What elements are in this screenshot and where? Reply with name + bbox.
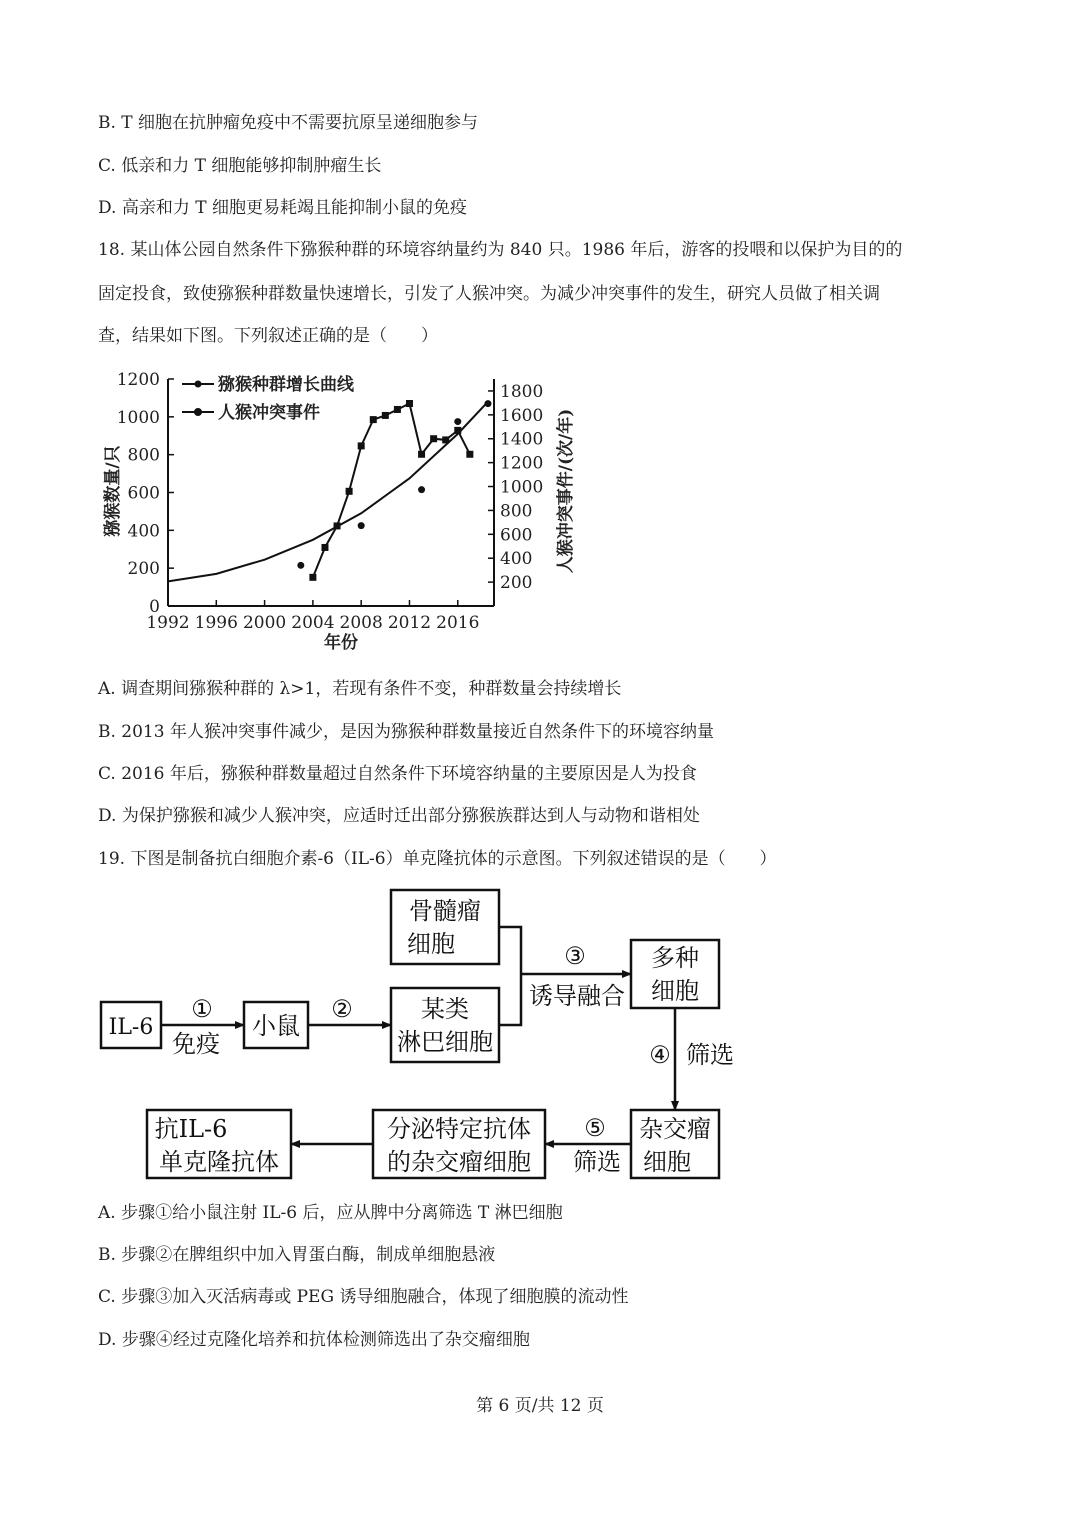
myeloma-label-1: 骨髓瘤 xyxy=(409,897,481,925)
lymph-label-1: 某类 xyxy=(421,995,469,1023)
step1-label: 免疫 xyxy=(172,1030,220,1058)
il6-label: IL-6 xyxy=(108,1015,154,1040)
chart-left-tick-label: 200 xyxy=(127,559,160,580)
conflict-data-point xyxy=(466,451,473,458)
chart-x-tick-label: 2008 xyxy=(339,613,383,633)
chart-right-tick-label: 1000 xyxy=(500,477,544,498)
hybridoma-label-1: 杂交瘤 xyxy=(639,1115,711,1143)
legend-marker-conflict xyxy=(194,408,202,416)
q18-option-c: C. 2016 年后，猕猴种群数量超过自然条件下环境容纳量的主要原因是人为投食 xyxy=(98,764,697,784)
chart-y-right-label: 人猴冲突事件/(次/年) xyxy=(556,408,576,574)
chart-left-tick-label: 1200 xyxy=(116,370,160,390)
q18-option-b: B. 2013 年人猴冲突事件减少，是因为猕猴种群数量接近自然条件下的环境容纳量 xyxy=(98,722,714,742)
lymph-label-2: 淋巴细胞 xyxy=(397,1028,493,1056)
step3-number: ③ xyxy=(564,942,586,970)
q19-option-a: A. 步骤①给小鼠注射 IL-6 后，应从脾中分离筛选 T 淋巴细胞 xyxy=(98,1203,563,1223)
chart-right-tick-label: 1400 xyxy=(500,429,544,450)
legend-label-conflict: 人猴冲突事件 xyxy=(218,403,320,423)
conflict-data-point xyxy=(418,451,425,458)
step5-number: ⑤ xyxy=(584,1114,606,1142)
chart-left-tick-label: 1000 xyxy=(116,407,160,428)
q18-chart xyxy=(96,365,596,657)
chart-right-tick-label: 1200 xyxy=(500,453,544,474)
q19-option-b: B. 步骤②在脾组织中加入胃蛋白酶，制成单细胞悬液 xyxy=(98,1245,496,1265)
q18-option-a: A. 调查期间猕猴种群的 λ>1，若现有条件不变，种群数量会持续增长 xyxy=(98,679,622,699)
mouse-label: 小鼠 xyxy=(252,1012,300,1040)
chart-left-tick-label: 400 xyxy=(127,521,160,542)
chart-y-left-label: 猕猴数量/只 xyxy=(103,445,123,537)
conflict-data-point xyxy=(358,442,365,449)
chart-x-tick-label: 2012 xyxy=(387,613,432,633)
q18-stem-line-2: 固定投食，致使猕猴种群数量快速增长，引发了人猴冲突。为减少冲突事件的发生，研究人员做了相关调 xyxy=(98,284,880,304)
secreting-label-1: 分泌特定抗体 xyxy=(387,1115,531,1143)
chart-x-tick-label: 2000 xyxy=(242,613,287,633)
step5-label: 筛选 xyxy=(573,1148,621,1176)
chart-right-tick-label: 200 xyxy=(500,573,533,594)
prev-option-d: D. 高亲和力 T 细胞更易耗竭且能抑制小鼠的免疫 xyxy=(98,198,467,218)
prev-option-c: C. 低亲和力 T 细胞能够抑制肿瘤生长 xyxy=(98,156,382,176)
step4-number: ④ xyxy=(649,1041,671,1069)
q19-option-d: D. 步骤④经过克隆化培养和抗体检测筛选出了杂交瘤细胞 xyxy=(98,1330,530,1350)
chart-right-tick-label: 1800 xyxy=(500,381,544,402)
chart-right-tick-label: 600 xyxy=(500,525,533,546)
q19-option-c: C. 步骤③加入灭活病毒或 PEG 诱导细胞融合，体现了细胞膜的流动性 xyxy=(98,1287,629,1307)
legend-circle-marker xyxy=(195,381,202,388)
conflict-data-point xyxy=(442,436,449,443)
conflict-data-point xyxy=(394,406,401,413)
legend-label-population: 猕猴种群增长曲线 xyxy=(218,375,354,395)
chart-x-tick-label: 2004 xyxy=(291,613,335,633)
conflict-data-point xyxy=(454,427,461,434)
antibody-label-1: 抗IL-6 xyxy=(154,1115,228,1143)
chart-right-tick-label: 800 xyxy=(500,501,533,522)
q18-stem-line-3: 查，结果如下图。下列叙述正确的是（ ） xyxy=(98,326,438,346)
conflict-data-point xyxy=(309,574,316,581)
q18-option-d: D. 为保护猕猴和减少人猴冲突，应适时迁出部分猕猴族群达到人与动物和谐相处 xyxy=(98,806,700,826)
chart-left-tick-label: 800 xyxy=(127,445,160,466)
multi-label-2: 细胞 xyxy=(651,977,699,1005)
conflict-data-point xyxy=(406,400,413,407)
conflict-data-point xyxy=(334,522,341,529)
population-data-point xyxy=(297,562,304,569)
population-data-point xyxy=(358,522,365,529)
secreting-label-2: 的杂交瘤细胞 xyxy=(387,1148,531,1176)
chart-left-tick-label: 0 xyxy=(149,597,160,617)
conflict-data-point xyxy=(370,416,377,423)
population-data-point xyxy=(454,418,461,425)
multi-label-1: 多种 xyxy=(651,944,699,972)
chart-x-tick-label: 1996 xyxy=(194,613,238,633)
chart-x-axis-label: 年份 xyxy=(324,633,358,653)
q19-stem: 19. 下图是制备抗白细胞介素-6（IL-6）单克隆抗体的示意图。下列叙述错误的是（ ） xyxy=(98,849,777,869)
chart-right-tick-label: 400 xyxy=(500,549,533,570)
chart-legend xyxy=(182,374,355,423)
population-data-point xyxy=(484,400,491,407)
conflict-data-point xyxy=(382,412,389,419)
page-footer: 第 6 页/共 12 页 xyxy=(476,1396,604,1416)
connector-myeloma xyxy=(499,927,521,1025)
step3-label: 诱导融合 xyxy=(529,982,625,1010)
prev-option-b: B. T 细胞在抗肿瘤免疫中不需要抗原呈递细胞参与 xyxy=(98,113,479,133)
chart-right-tick-label: 1600 xyxy=(500,405,544,426)
step1-number: ① xyxy=(191,995,213,1023)
q18-stem-line-1: 18. 某山体公园自然条件下猕猴种群的环境容纳量约为 840 只。1986 年后，游客的投喂和以保护为目的的 xyxy=(98,240,903,260)
conflict-data-point xyxy=(430,435,437,442)
chart-left-tick-label: 600 xyxy=(127,483,160,504)
population-data-point xyxy=(418,486,425,493)
chart-x-tick-label: 1992 xyxy=(146,613,190,633)
chart-x-tick-label: 2016 xyxy=(436,613,480,633)
antibody-label-2: 单克隆抗体 xyxy=(159,1148,279,1176)
hybridoma-label-2: 细胞 xyxy=(643,1148,691,1176)
step4-label: 筛选 xyxy=(686,1041,734,1069)
conflict-data-point xyxy=(346,488,353,495)
population-growth-curve xyxy=(168,402,488,582)
myeloma-label-2: 细胞 xyxy=(407,930,455,958)
q19-diagram xyxy=(95,882,735,1187)
step2-number: ② xyxy=(331,995,353,1023)
conflict-data-point xyxy=(321,544,328,551)
